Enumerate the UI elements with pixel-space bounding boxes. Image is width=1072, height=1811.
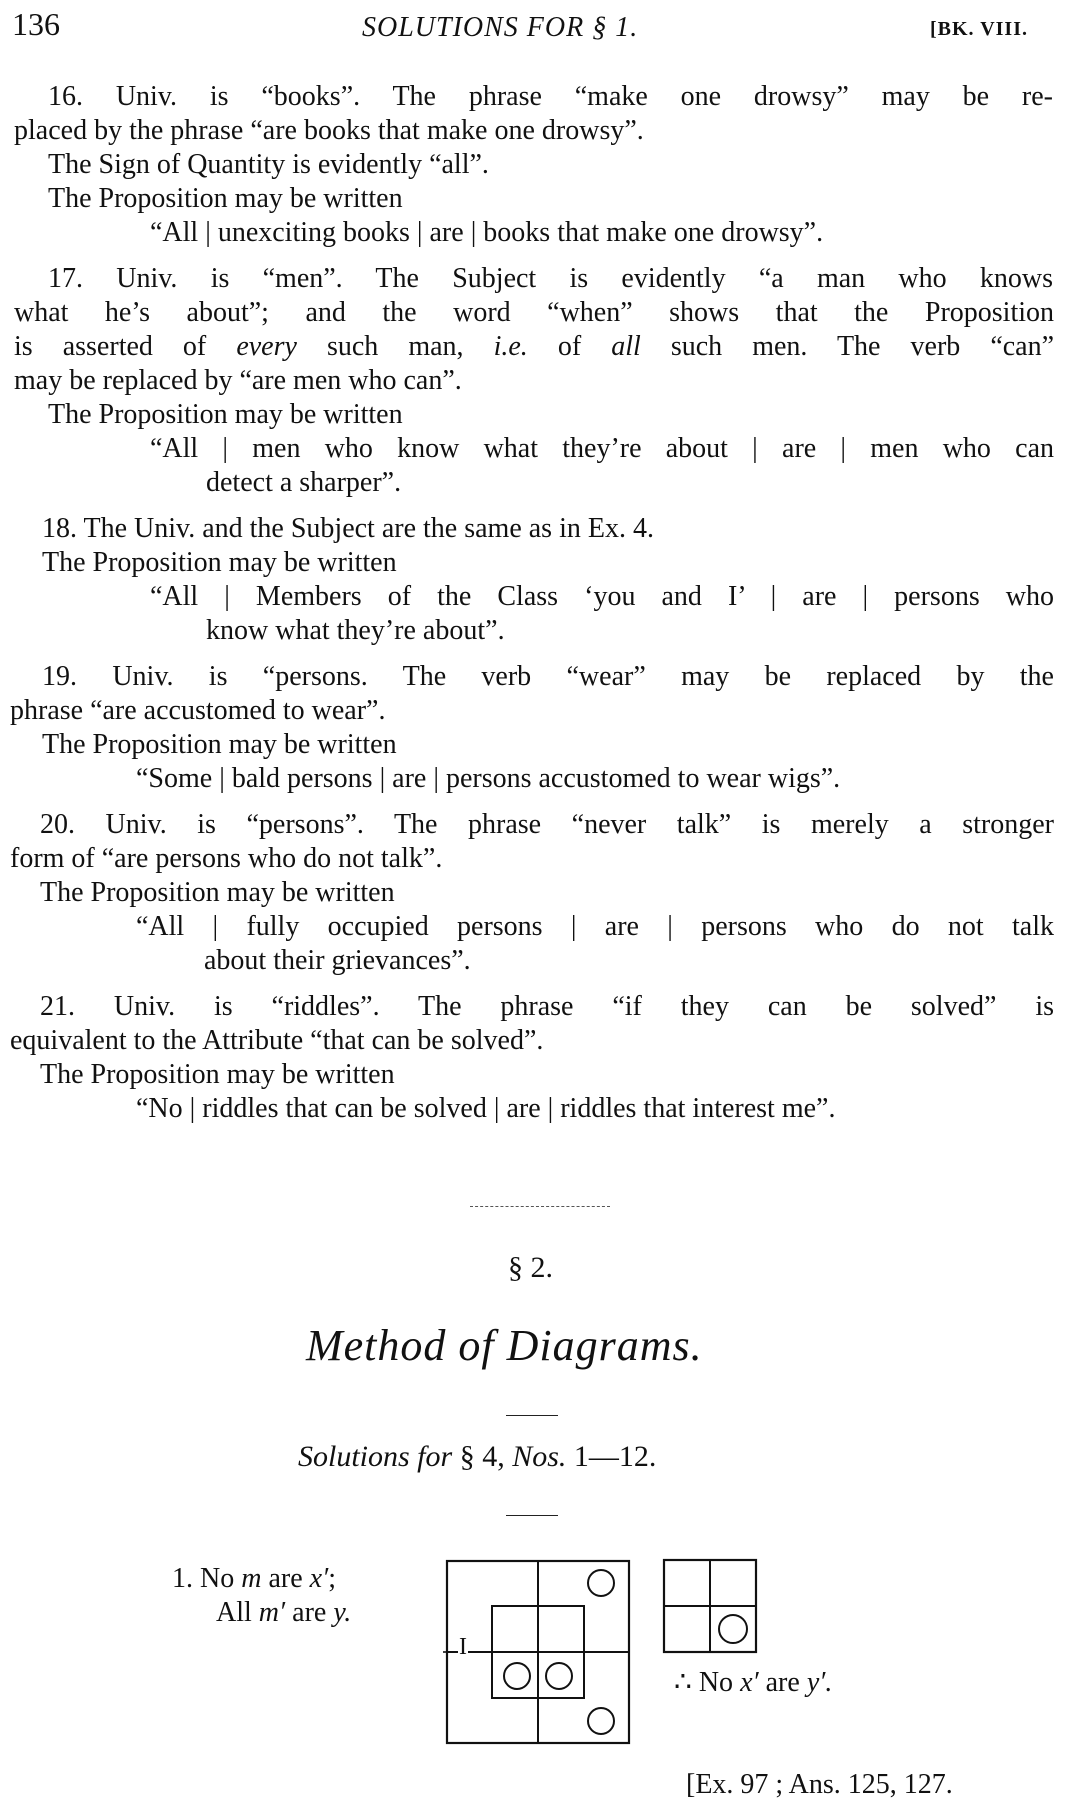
solution-21-line-3: The Proposition may be written [40, 1059, 395, 1090]
exercise-reference: [Ex. 97 ; Ans. 125, 127. [686, 1769, 953, 1800]
solution-16-line-4: The Proposition may be written [48, 183, 403, 214]
section-number: § 2. [508, 1251, 553, 1284]
solution-17-line-1: 17. Univ. is “men”. The Subject is evidently “a man who knows [48, 263, 1053, 294]
problem-1-premise-1: 1. No m are x′; [172, 1563, 336, 1594]
diagram-label: I [459, 1634, 467, 1660]
solution-17-line-3: is asserted of every such man, i.e. of all such men. The verb “can” [14, 331, 1055, 362]
solution-17-line-5: The Proposition may be written [48, 399, 403, 430]
solution-19-line-3: The Proposition may be written [42, 729, 397, 760]
solution-20-line-3: The Proposition may be written [40, 877, 395, 908]
problem-1-conclusion: ∴ No x′ are y′. [674, 1667, 833, 1698]
solution-16-line-2: placed by the phrase “are books that make one drowsy”. [14, 115, 644, 146]
section-subtitle: Solutions for § 4, Nos. 1—12. [298, 1440, 657, 1473]
section-separator [470, 1206, 610, 1207]
section-title: Method of Diagrams. [306, 1321, 703, 1370]
solution-21-line-1: 21. Univ. is “riddles”. The phrase “if they can be solved” is [40, 991, 1054, 1022]
solution-17-proposition: “All | men who know what they’re about | are | men who can [150, 433, 1054, 464]
running-title: SOLUTIONS FOR § 1. [362, 12, 639, 43]
solution-16-proposition: “All | unexciting books | are | books that make one drowsy”. [150, 217, 824, 248]
book-reference: [BK. VIII. [930, 18, 1028, 40]
solution-18-line-2: The Proposition may be written [42, 547, 397, 578]
solution-17-line-2: what he’s about”; and the word “when” shows that the Proposition [14, 297, 1054, 328]
cell-mark-top-right [588, 1570, 614, 1596]
triliteral-diagram [440, 1555, 636, 1751]
solution-20-proposition-cont: about their grievances”. [204, 945, 471, 976]
conclusion-mark [719, 1615, 747, 1643]
solution-18-proposition-cont: know what they’re about”. [206, 615, 505, 646]
solution-21-proposition: “No | riddles that can be solved | are | riddles that interest me”. [136, 1093, 836, 1124]
page-number: 136 [12, 6, 60, 42]
solution-18-line-1: 18. The Univ. and the Subject are the same as in Ex. 4. [42, 513, 654, 544]
solution-19-line-2: phrase “are accustomed to wear”. [10, 695, 386, 726]
solution-16-line-3: The Sign of Quantity is evidently “all”. [48, 149, 489, 180]
solution-20-line-2: form of “are persons who do not talk”. [10, 843, 443, 874]
title-rule [506, 1415, 558, 1416]
solution-17-proposition-cont: detect a sharper”. [206, 467, 402, 498]
solution-18-proposition: “All | Members of the Class ‘you and I’ | are | persons who [150, 581, 1054, 612]
conclusion-diagram [660, 1556, 760, 1656]
solution-21-line-2: equivalent to the Attribute “that can be solved”. [10, 1025, 544, 1056]
cell-mark-bottom-right [588, 1708, 614, 1734]
solution-17-line-4: may be replaced by “are men who can”. [14, 365, 462, 396]
solution-16-line-1: 16. Univ. is “books”. The phrase “make one drowsy” may be re- [48, 81, 1053, 112]
solution-19-line-1: 19. Univ. is “persons. The verb “wear” may be replaced by the [42, 661, 1054, 692]
solution-20-proposition: “All | fully occupied persons | are | persons who do not talk [136, 911, 1054, 942]
cell-mark-inner-left [504, 1663, 530, 1689]
solution-20-line-1: 20. Univ. is “persons”. The phrase “never talk” is merely a stronger [40, 809, 1054, 840]
subtitle-rule [506, 1515, 558, 1516]
cell-mark-inner-right [546, 1663, 572, 1689]
solution-19-proposition: “Some | bald persons | are | persons accustomed to wear wigs”. [136, 763, 841, 794]
problem-1-premise-2: All m′ are y. [216, 1597, 352, 1628]
